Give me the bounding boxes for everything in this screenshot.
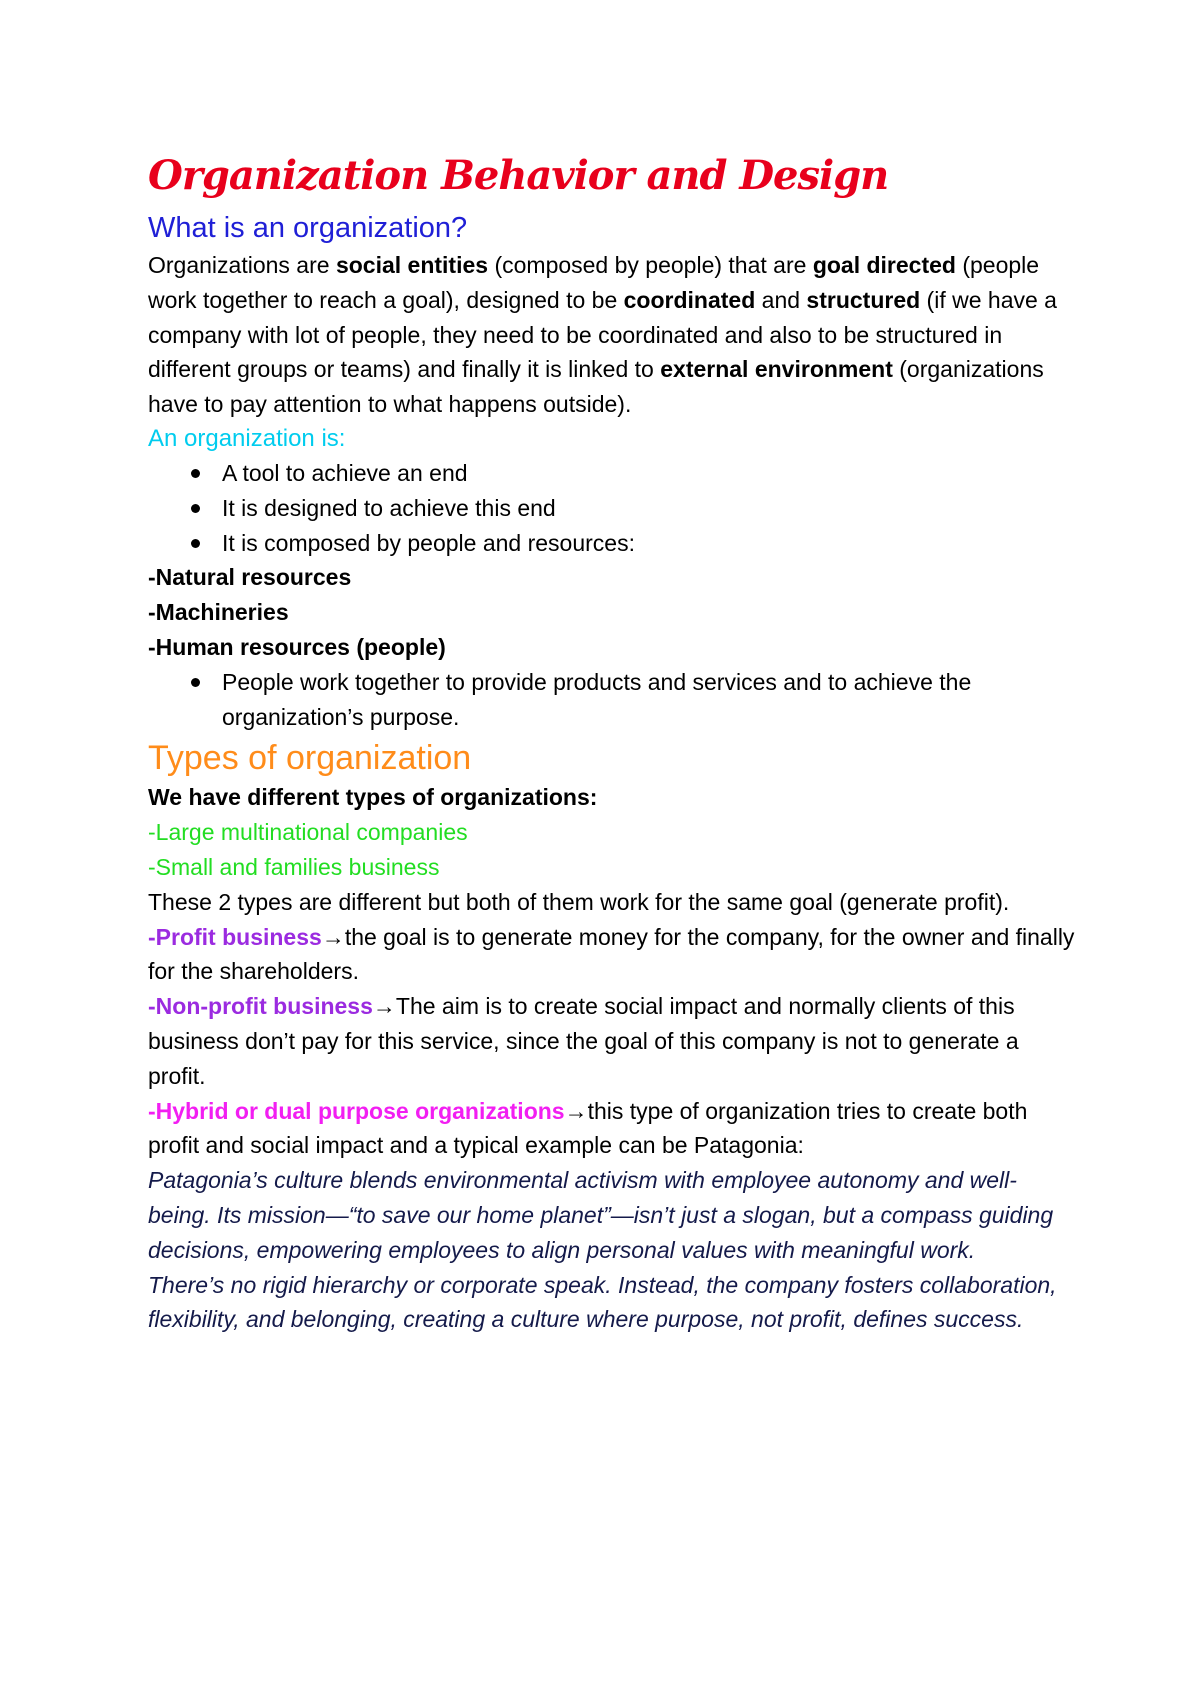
nonprofit-label: -Non-profit business [148,993,373,1020]
nonprofit-text: →The aim is to create social impact and normally clients of this business don’t pay for this service, since the goal of this company is not to generate a profit. [148,993,1019,1089]
hybrid-text: →this type of organization tries to create both profit and social impact and a typical example can be Patagonia: [148,1097,1028,1159]
resource-natural: -Natural resources [148,564,352,591]
paragraph-text: and [755,286,807,313]
heading-types-of-organization: Types of organization [148,739,472,778]
organization-bullets [148,456,1078,560]
list-item: It is designed to achieve this end [188,491,1078,526]
bullet-icon [191,504,200,513]
type-small-family: -Small and families business [148,853,440,880]
bullet-icon [191,539,200,548]
bold-term: structured [806,286,921,313]
types-intro: We have different types of organizations: [148,784,598,811]
bold-term: external environment [660,356,893,383]
paragraph-text: (if we have a company with lot of people, they need to be coordinated and also to be structured in different groups or teams) and finally it is linked to [148,286,1057,383]
hybrid-label: -Hybrid or dual purpose organizations [148,1097,565,1124]
nonprofit-paragraph [148,989,1078,1093]
paragraph-text: (people work together to reach a goal), designed to be [148,252,1040,313]
resource-machineries: -Machineries [148,599,289,626]
profit-paragraph [148,920,1078,990]
document-title: Organization Behavior and Design [148,152,889,199]
bold-term: social entities [335,252,489,278]
hybrid-paragraph [148,1094,1078,1164]
type-large-multinational: -Large multinational companies [148,819,468,846]
profit-label: -Profit business [148,923,322,950]
profit-text: →the goal is to generate money for the company, for the owner and finally for the shareholders. [148,923,1075,985]
heading-what-is-organization: What is an organization? [148,212,468,244]
paragraph-text: (composed by people) that are [488,252,813,278]
subheading-an-organization-is: An organization is: [148,424,346,452]
patagonia-quote-1: Patagonia’s culture blends environmental activism with employee autonomy and well-being. Its mission—“to save our home planet”—isn’t just a slogan, but a compass guiding decisions, empowering employees to align personal values with meaningful work. [148,1167,1054,1263]
people-bullets [148,665,1078,735]
paragraph-text: (organizations have to pay attention to what happens outside). [148,356,1044,418]
list-item: People work together to provide products and services and to achieve the organization’s purpose. [188,665,1078,735]
definition-paragraph [148,248,1078,422]
bullet-icon [191,678,200,687]
bold-term: coordinated [623,286,756,313]
list-item: A tool to achieve an end [188,456,1078,491]
both-types-paragraph: These 2 types are different but both of them work for the same goal (generate profit). [148,888,1010,915]
document-page [148,148,1078,1337]
resource-human: -Human resources (people) [148,633,446,660]
patagonia-quote-2: There’s no rigid hierarchy or corporate speak. Instead, the company fosters collaboration, flexibility, and belonging, creating a culture where purpose, not profit, defines success. [148,1271,1057,1333]
bold-term: goal directed [812,252,956,278]
bullet-icon [191,469,200,478]
paragraph-text: Organizations are [148,252,336,278]
list-item: It is composed by people and resources: [188,526,1078,561]
